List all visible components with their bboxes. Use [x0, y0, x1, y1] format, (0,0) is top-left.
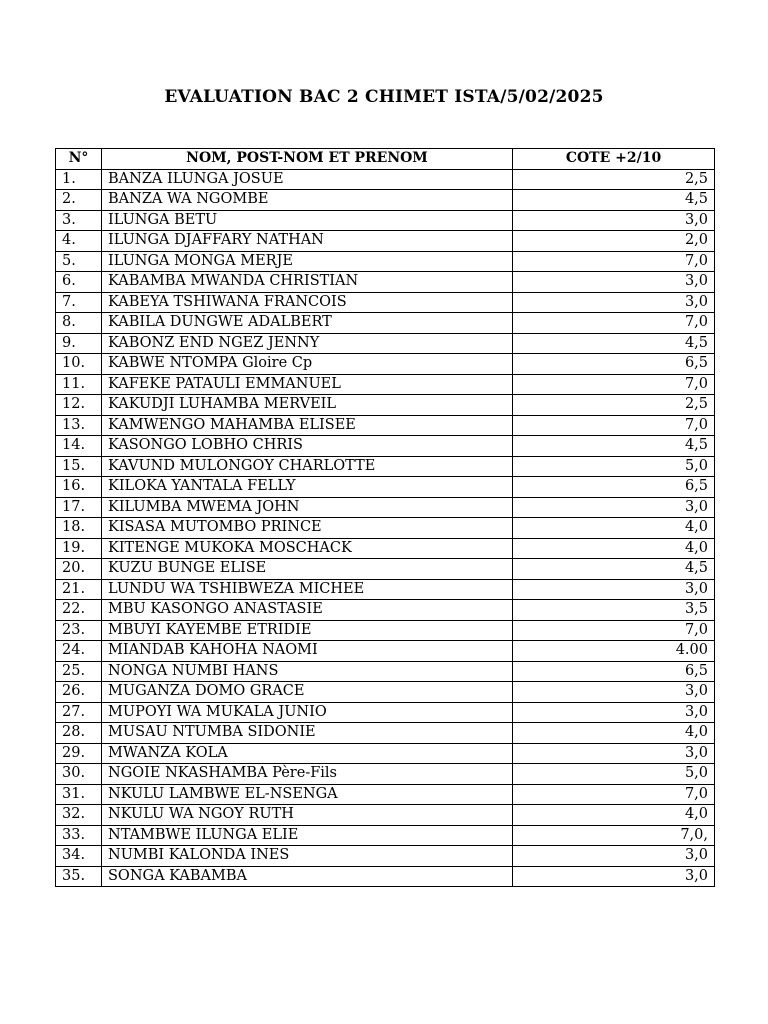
row-number-cell: 2.	[56, 190, 102, 211]
student-name-cell: KABONZ END NGEZ JENNY	[102, 333, 513, 354]
score-cell: 7,0	[513, 313, 715, 334]
row-number-cell: 14.	[56, 436, 102, 457]
student-name-cell: MBUYI KAYEMBE ETRIDIE	[102, 620, 513, 641]
table-row	[56, 559, 715, 580]
score-cell: 3,5	[513, 600, 715, 621]
student-name-cell: KABWE NTOMPA Gloire Cp	[102, 354, 513, 375]
score-cell: 5,0	[513, 764, 715, 785]
row-number-cell: 20.	[56, 559, 102, 580]
row-number-cell: 19.	[56, 538, 102, 559]
score-cell: 4,0	[513, 805, 715, 826]
row-number-cell: 22.	[56, 600, 102, 621]
table-row	[56, 661, 715, 682]
row-number-cell: 25.	[56, 661, 102, 682]
student-name-cell: MWANZA KOLA	[102, 743, 513, 764]
score-cell: 4,0	[513, 518, 715, 539]
student-name-cell: ILUNGA MONGA MERJE	[102, 251, 513, 272]
score-cell: 7,0	[513, 620, 715, 641]
score-cell: 5,0	[513, 456, 715, 477]
table-row	[56, 477, 715, 498]
table-row	[56, 743, 715, 764]
row-number-cell: 10.	[56, 354, 102, 375]
row-number-cell: 6.	[56, 272, 102, 293]
student-name-cell: MUSAU NTUMBA SIDONIE	[102, 723, 513, 744]
student-name-cell: NUMBI KALONDA INES	[102, 846, 513, 867]
table-row	[56, 436, 715, 457]
student-name-cell: NKULU WA NGOY RUTH	[102, 805, 513, 826]
row-number-cell: 32.	[56, 805, 102, 826]
row-number-cell: 31.	[56, 784, 102, 805]
row-number-cell: 4.	[56, 231, 102, 252]
row-number-cell: 35.	[56, 866, 102, 887]
table-row	[56, 641, 715, 662]
score-cell: 6,5	[513, 354, 715, 375]
score-cell: 3,0	[513, 579, 715, 600]
table-row	[56, 702, 715, 723]
score-cell: 3,0	[513, 272, 715, 293]
table-row	[56, 538, 715, 559]
table-row	[56, 805, 715, 826]
score-cell: 4,5	[513, 559, 715, 580]
table-row	[56, 169, 715, 190]
row-number-cell: 16.	[56, 477, 102, 498]
row-number-cell: 29.	[56, 743, 102, 764]
score-cell: 2,0	[513, 231, 715, 252]
table-row	[56, 374, 715, 395]
row-number-cell: 1.	[56, 169, 102, 190]
table-row	[56, 210, 715, 231]
row-number-cell: 11.	[56, 374, 102, 395]
row-number-cell: 17.	[56, 497, 102, 518]
row-number-cell: 18.	[56, 518, 102, 539]
score-cell: 7,0,	[513, 825, 715, 846]
student-name-cell: ILUNGA DJAFFARY NATHAN	[102, 231, 513, 252]
row-number-cell: 9.	[56, 333, 102, 354]
table-row	[56, 292, 715, 313]
student-name-cell: MIANDAB KAHOHA NAOMI	[102, 641, 513, 662]
row-number-cell: 12.	[56, 395, 102, 416]
row-number-cell: 23.	[56, 620, 102, 641]
score-cell: 4,5	[513, 333, 715, 354]
score-cell: 3,0	[513, 846, 715, 867]
row-number-cell: 33.	[56, 825, 102, 846]
table-row	[56, 497, 715, 518]
row-number-cell: 8.	[56, 313, 102, 334]
table-header-row	[56, 149, 715, 170]
student-name-cell: KAMWENGO MAHAMBA ELISEE	[102, 415, 513, 436]
table-row	[56, 866, 715, 887]
table-row	[56, 682, 715, 703]
score-cell: 7,0	[513, 415, 715, 436]
table-row	[56, 846, 715, 867]
table-row	[56, 518, 715, 539]
student-name-cell: KABEYA TSHIWANA FRANCOIS	[102, 292, 513, 313]
student-name-cell: BANZA WA NGOMBE	[102, 190, 513, 211]
table-row	[56, 395, 715, 416]
score-cell: 6,5	[513, 661, 715, 682]
row-number-cell: 5.	[56, 251, 102, 272]
student-name-cell: MBU KASONGO ANASTASIE	[102, 600, 513, 621]
table-row	[56, 333, 715, 354]
table-row	[56, 272, 715, 293]
table-row	[56, 190, 715, 211]
table-row	[56, 600, 715, 621]
score-cell: 7,0	[513, 374, 715, 395]
score-cell: 7,0	[513, 784, 715, 805]
table-row	[56, 456, 715, 477]
score-cell: 3,0	[513, 210, 715, 231]
student-name-cell: KAFEKE PATAULI EMMANUEL	[102, 374, 513, 395]
row-number-cell: 27.	[56, 702, 102, 723]
student-name-cell: KABILA DUNGWE ADALBERT	[102, 313, 513, 334]
score-cell: 4,0	[513, 723, 715, 744]
student-name-cell: NONGA NUMBI HANS	[102, 661, 513, 682]
student-name-cell: MUPOYI WA MUKALA JUNIO	[102, 702, 513, 723]
table-row	[56, 231, 715, 252]
student-name-cell: KISASA MUTOMBO PRINCE	[102, 518, 513, 539]
row-number-cell: 30.	[56, 764, 102, 785]
table-row	[56, 723, 715, 744]
table-row	[56, 620, 715, 641]
score-cell: 3,0	[513, 682, 715, 703]
table-row	[56, 784, 715, 805]
student-name-cell: BANZA ILUNGA JOSUE	[102, 169, 513, 190]
row-number-cell: 15.	[56, 456, 102, 477]
score-cell: 7,0	[513, 251, 715, 272]
student-name-cell: NTAMBWE ILUNGA ELIE	[102, 825, 513, 846]
score-cell: 3,0	[513, 866, 715, 887]
grades-table	[55, 148, 715, 887]
column-header-number: N°	[56, 149, 102, 170]
table-row	[56, 825, 715, 846]
row-number-cell: 21.	[56, 579, 102, 600]
student-name-cell: KILOKA YANTALA FELLY	[102, 477, 513, 498]
score-cell: 6,5	[513, 477, 715, 498]
student-name-cell: KASONGO LOBHO CHRIS	[102, 436, 513, 457]
row-number-cell: 3.	[56, 210, 102, 231]
student-name-cell: NKULU LAMBWE EL-NSENGA	[102, 784, 513, 805]
table-row	[56, 415, 715, 436]
student-name-cell: ILUNGA BETU	[102, 210, 513, 231]
student-name-cell: NGOIE NKASHAMBA Père-Fils	[102, 764, 513, 785]
student-name-cell: KAVUND MULONGOY CHARLOTTE	[102, 456, 513, 477]
table-row	[56, 251, 715, 272]
score-cell: 3,0	[513, 292, 715, 313]
score-cell: 4,5	[513, 436, 715, 457]
page-title: EVALUATION BAC 2 CHIMET ISTA/5/02/2025	[164, 87, 604, 107]
row-number-cell: 24.	[56, 641, 102, 662]
score-cell: 4,5	[513, 190, 715, 211]
student-name-cell: KUZU BUNGE ELISE	[102, 559, 513, 580]
row-number-cell: 34.	[56, 846, 102, 867]
score-cell: 3,0	[513, 702, 715, 723]
table-row	[56, 313, 715, 334]
student-name-cell: MUGANZA DOMO GRACE	[102, 682, 513, 703]
row-number-cell: 7.	[56, 292, 102, 313]
student-name-cell: SONGA KABAMBA	[102, 866, 513, 887]
student-name-cell: KITENGE MUKOKA MOSCHACK	[102, 538, 513, 559]
column-header-name: NOM, POST-NOM ET PRENOM	[102, 149, 513, 170]
student-name-cell: LUNDU WA TSHIBWEZA MICHEE	[102, 579, 513, 600]
student-name-cell: KAKUDJI LUHAMBA MERVEIL	[102, 395, 513, 416]
table-row	[56, 579, 715, 600]
table-row	[56, 764, 715, 785]
score-cell: 2,5	[513, 395, 715, 416]
score-cell: 2,5	[513, 169, 715, 190]
table-row	[56, 354, 715, 375]
row-number-cell: 26.	[56, 682, 102, 703]
column-header-score: COTE +2/10	[513, 149, 715, 170]
score-cell: 4,0	[513, 538, 715, 559]
row-number-cell: 13.	[56, 415, 102, 436]
score-cell: 4.00	[513, 641, 715, 662]
score-cell: 3,0	[513, 743, 715, 764]
student-name-cell: KABAMBA MWANDA CHRISTIAN	[102, 272, 513, 293]
score-cell: 3,0	[513, 497, 715, 518]
student-name-cell: KILUMBA MWEMA JOHN	[102, 497, 513, 518]
row-number-cell: 28.	[56, 723, 102, 744]
